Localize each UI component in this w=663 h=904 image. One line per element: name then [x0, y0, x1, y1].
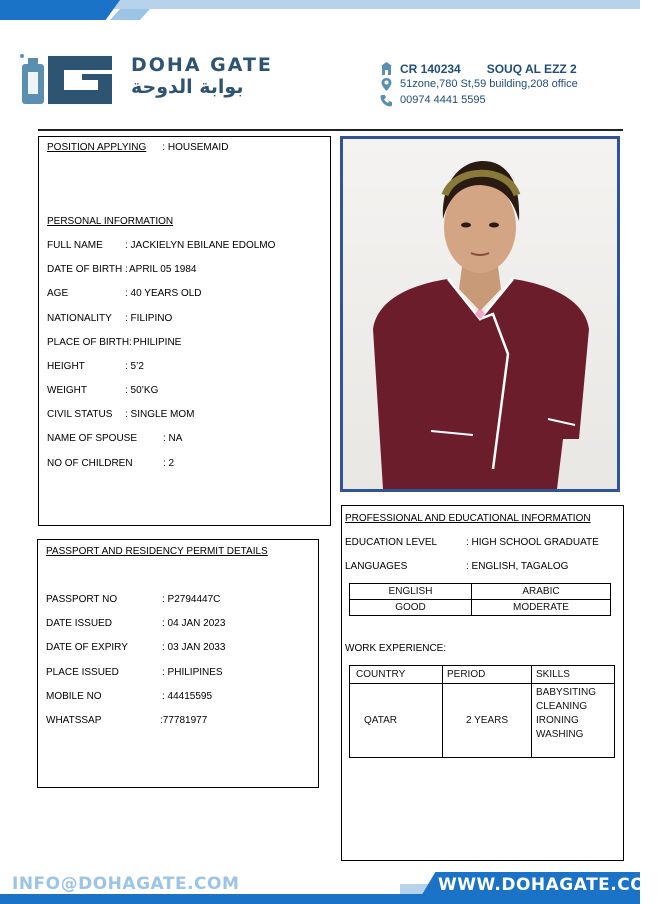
doha-gate-logo-icon — [18, 50, 118, 106]
personal-value: : JACKIELYN EBILANE EDOLMO — [125, 240, 276, 251]
languages-value: : ENGLISH, TAGALOG — [466, 561, 569, 572]
personal-value: : 50’KG — [125, 385, 159, 396]
passport-value: :77781977 — [160, 715, 208, 726]
language-header: ENGLISH — [350, 584, 472, 600]
personal-label: NATIONALITY — [47, 313, 112, 324]
phone-icon — [380, 94, 393, 107]
work-header: PERIOD — [443, 666, 532, 684]
personal-value: : 2 — [163, 458, 175, 469]
personal-label: NAME OF SPOUSE — [47, 433, 138, 444]
cr-number — [400, 62, 577, 76]
location-pin-icon — [380, 78, 393, 91]
passport-label: PASSPORT NO — [46, 594, 118, 605]
languages-label: LANGUAGES — [345, 561, 408, 572]
work-skills — [532, 684, 615, 758]
passport-label: PLACE ISSUED — [46, 667, 119, 678]
passport-value: : 44415595 — [162, 691, 213, 702]
position-row — [47, 142, 228, 153]
personal-label: CIVIL STATUS — [47, 409, 113, 420]
passport-label: MOBILE NO — [46, 691, 102, 702]
position-value: : HOUSEMAID — [162, 142, 229, 153]
personal-label: NO OF CHILDREN — [47, 458, 133, 469]
personal-label: WEIGHT — [47, 385, 87, 396]
personal-label: AGE — [47, 288, 69, 299]
header-band-accent — [110, 9, 150, 20]
work-country: QATAR — [350, 684, 443, 758]
passport-value: : 04 JAN 2023 — [162, 618, 226, 629]
passport-box — [37, 539, 319, 788]
building-icon — [380, 62, 393, 75]
personal-info-heading: PERSONAL INFORMATION — [47, 216, 174, 227]
header-band-dark — [0, 0, 120, 20]
footer-website[interactable]: WWW.DOHAGATE.COM — [438, 875, 663, 895]
work-period: 2 YEARS — [443, 684, 532, 758]
personal-label: PLACE OF BIRTH: — [47, 337, 132, 348]
area-value: SOUQ AL EZZ 2 — [486, 62, 577, 76]
passport-value: : PHILIPINES — [162, 667, 223, 678]
passport-label: WHATSSAP — [46, 715, 102, 726]
work-header: COUNTRY — [350, 666, 443, 684]
skill-item: WASHING — [536, 729, 584, 740]
company-address: 51zone,780 St,59 building,208 office — [400, 78, 578, 90]
personal-value: : SINGLE MOM — [125, 409, 195, 420]
personal-value: : 40 YEARS OLD — [125, 288, 202, 299]
education-label: EDUCATION LEVEL — [345, 537, 438, 548]
work-experience-table — [349, 665, 615, 758]
position-label: POSITION APPLYING — [47, 142, 147, 153]
professional-heading: PROFESSIONAL AND EDUCATIONAL INFORMATION — [345, 513, 591, 524]
personal-value: : FILIPINO — [125, 313, 173, 324]
passport-label: DATE ISSUED — [46, 618, 112, 629]
personal-label: DATE OF BIRTH : — [47, 264, 128, 275]
cr-value: CR 140234 — [400, 62, 461, 76]
applicant-portrait-image — [343, 139, 617, 489]
language-level: MODERATE — [472, 600, 611, 616]
personal-label: HEIGHT — [47, 361, 85, 372]
education-value: : HIGH SCHOOL GRADUATE — [466, 537, 599, 548]
work-experience-heading: WORK EXPERIENCE: — [345, 643, 447, 654]
skill-item: CLEANING — [536, 701, 588, 712]
header-divider — [38, 129, 623, 131]
personal-value: : 5’2 — [125, 361, 144, 372]
passport-heading: PASSPORT AND RESIDENCY PERMIT DETAILS — [46, 546, 268, 557]
skill-item: BABYSITING — [536, 687, 597, 698]
company-phone: 00974 4441 5595 — [400, 94, 486, 106]
footer-email[interactable]: INFO@DOHAGATE.COM — [12, 874, 240, 894]
footer-band-dark — [0, 894, 640, 904]
company-name-en: DOHA GATE — [131, 54, 273, 76]
language-level: GOOD — [350, 600, 472, 616]
skill-item: IRONING — [536, 715, 579, 726]
work-header: SKILLS — [532, 666, 615, 684]
personal-value: APRIL 05 1984 — [129, 264, 197, 275]
personal-info-box — [38, 136, 331, 526]
personal-label: FULL NAME — [47, 240, 103, 251]
passport-label: DATE OF EXPIRY — [46, 642, 128, 653]
applicant-photo — [340, 136, 620, 492]
company-name-ar: بوابة الدوحة — [131, 76, 244, 98]
passport-value: : 03 JAN 2033 — [162, 642, 226, 653]
professional-box — [341, 505, 624, 861]
personal-value: PHILIPINE — [133, 337, 182, 348]
personal-value: : NA — [163, 433, 183, 444]
language-table — [349, 583, 611, 616]
passport-value: : P2794447C — [162, 594, 221, 605]
language-header: ARABIC — [472, 584, 611, 600]
